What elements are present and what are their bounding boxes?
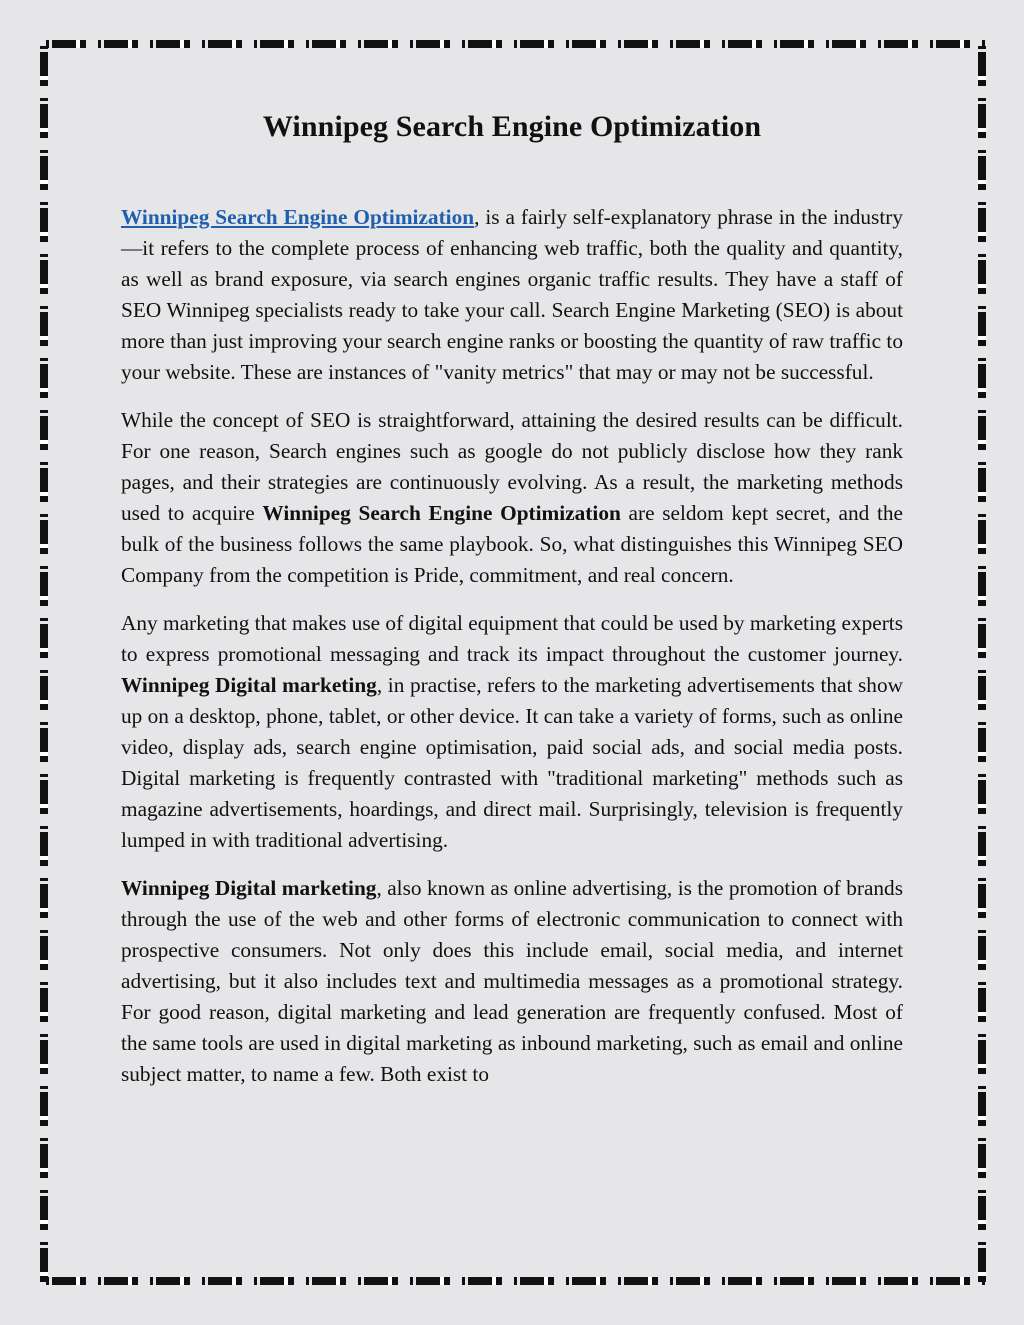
document-page [121, 110, 903, 1107]
decorative-border-right [978, 40, 986, 1285]
seo-link[interactable]: Winnipeg Search Engine Optimization [121, 205, 475, 229]
decorative-border-left [40, 40, 48, 1285]
paragraph-1-text: , is a fairly self-explanatory phrase in the industry—it refers to the complete process of enhancing web traffic, both the quality and quantity, as well as brand exposure, via search engines organic traffic results. They have a staff of SEO Winnipeg specialists ready to take your call. Search Engine Marketing (SEO) is about more than just improving your search engine ranks or boosting the quantity of raw traffic to your website. These are instances of "vanity metrics" that may or may not be successful. [121, 205, 903, 384]
paragraph-2-bold: Winnipeg Search Engine Optimization [262, 501, 621, 525]
decorative-border-bottom [40, 1277, 986, 1285]
paragraph-3 [121, 608, 903, 856]
paragraph-4-bold: Winnipeg Digital marketing [121, 876, 377, 900]
paragraph-2-text-after: are seldom kept secret, and the bulk of the business follows the same playbook. So, what distinguishes this Winnipeg SEO Company from the competition is Pride, commitment, and real concern. [121, 501, 903, 587]
paragraph-4 [121, 873, 903, 1090]
decorative-border-top [40, 40, 986, 48]
paragraph-4-text-after: , also known as online advertising, is the promotion of brands through the use of the web and other forms of electronic communication to connect with prospective consumers. Not only does this include email, social media, and internet advertising, but it also includes text and multimedia messages as a promotional strategy. For good reason, digital marketing and lead generation are frequently confused. Most of the same tools are used in digital marketing as inbound marketing, such as email and online subject matter, to name a few. Both exist to [121, 876, 903, 1086]
paragraph-3-text-after: , in practise, refers to the marketing advertisements that show up on a desktop, phone, tablet, or other device. It can take a variety of forms, such as online video, display ads, search engine optimisation, paid social ads, and social media posts. Digital marketing is frequently contrasted with "traditional marketing" methods such as magazine advertisements, hoardings, and direct mail. Surprisingly, television is frequently lumped in with traditional advertising. [121, 673, 903, 852]
paragraph-3-bold: Winnipeg Digital marketing [121, 673, 377, 697]
paragraph-1 [121, 202, 903, 388]
paragraph-2-text-before: While the concept of SEO is straightforward, attaining the desired results can be difficult. For one reason, Search engines such as google do not publicly disclose how they rank pages, and their strategies are continuously evolving. As a result, the marketing methods used to acquire [121, 408, 903, 525]
paragraph-2 [121, 405, 903, 591]
page-title: Winnipeg Search Engine Optimization [262, 110, 762, 143]
paragraph-3-text-before: Any marketing that makes use of digital equipment that could be used by marketing experts to express promotional messaging and track its impact throughout the customer journey. [121, 611, 903, 666]
